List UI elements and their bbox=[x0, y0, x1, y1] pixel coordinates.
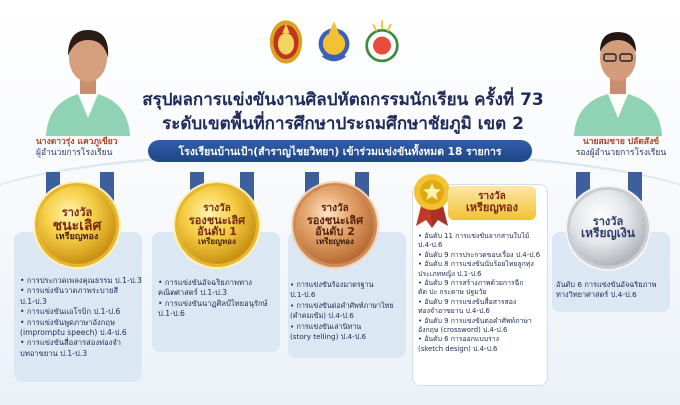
award-sub: เหรียญทอง bbox=[198, 236, 236, 246]
award-list-champion bbox=[20, 276, 142, 359]
award-list-runnerup1 bbox=[158, 278, 268, 320]
page-title: สรุปผลการแข่งขันงานศิลปหัตถกรรมนักเรียน ครั้งที่ 73 bbox=[142, 90, 544, 110]
list-item: (impromptu speech) ป.4-ป.6 bbox=[20, 328, 127, 338]
list-item: • การประกวดเพลงคุณธรรม ป.1-ป.3 bbox=[20, 276, 142, 285]
bronze-medal-runnerup2 bbox=[296, 186, 374, 264]
school-banner: โรงเรียนบ้านเป้า(สำราญไชยวิทยา) เข้าร่วมแข่งขันทั้งหมด 18 รายการ bbox=[148, 140, 532, 162]
logo-row bbox=[268, 14, 400, 70]
deputy-name: นายสมชาย ปลัดสังข์ bbox=[582, 137, 660, 147]
list-item: ป.4-ป.6 bbox=[418, 241, 443, 250]
gold-medal-champion bbox=[38, 186, 116, 264]
award-title: รางวัล bbox=[61, 206, 93, 220]
award-list-silver bbox=[556, 280, 657, 301]
award-title: รางวัล bbox=[321, 203, 349, 214]
list-item: ตัด ปะ กระดาษ ปฐมวัย bbox=[418, 288, 487, 297]
award-main: รองชนะเลิศ bbox=[188, 213, 246, 227]
list-item: ป.1-ป.6 bbox=[158, 309, 185, 319]
director-nameplate bbox=[36, 137, 118, 159]
list-item: ทางวิทยาศาสตร์ ป.4-ป.6 bbox=[556, 290, 637, 300]
list-item: • การแข่งขันร้องมาตรฐาน bbox=[290, 280, 374, 289]
award-main: ชนะเลิศ bbox=[52, 217, 102, 234]
list-item: คณิตศาสตร์ ป.1-ป.3 bbox=[158, 288, 228, 298]
award-title: รางวัล bbox=[203, 203, 231, 214]
list-item: • อันดับ 9 การสร้างภาพด้วยการฉีก bbox=[418, 279, 524, 288]
list-item: อังกฤษ (crossword) ป.4-ป.6 bbox=[418, 326, 508, 335]
list-item: • การแข่งขันวาดภาพระบายสี bbox=[20, 286, 119, 296]
award-main: เหรียญทอง bbox=[466, 201, 518, 215]
list-item: • อันดับ 9 การแข่งขันต่อคำศัพท์ภาษา bbox=[418, 316, 532, 325]
gold-award-banner bbox=[448, 186, 536, 220]
list-item: • อันดับ 9 การประกวดขอบเรื่อง ป.4-ป.6 bbox=[418, 250, 541, 259]
list-item: • การแข่งขันพูดภาษาอังกฤษ bbox=[20, 317, 115, 327]
gold-medal-runnerup1 bbox=[178, 186, 256, 264]
list-item: • การแข่งขันนาฏศิลป์ไทยอนุรักษ์ bbox=[158, 298, 268, 308]
list-item: • การแข่งขันแอโรบิก ป.1-ป.6 bbox=[20, 307, 121, 317]
district-emblem-icon bbox=[316, 14, 352, 70]
silver-medal bbox=[570, 190, 646, 266]
list-item: • อันดับ 9 การแข่งขันสื่อสารสอง bbox=[418, 297, 517, 306]
award-rank: อันดับ 2 bbox=[315, 225, 355, 239]
deputy-photo bbox=[568, 6, 668, 140]
award-rank: อันดับ 1 bbox=[197, 225, 237, 239]
list-item: • การแข่งขันสื่อสารสองท่องจำ bbox=[20, 338, 122, 348]
list-item: • อันดับ 6 การออกแบบร่าง bbox=[418, 335, 500, 344]
award-main: รองชนะเลิศ bbox=[306, 213, 364, 227]
list-item: ประเภทหญิง ป.1-ป.6 bbox=[418, 269, 482, 278]
list-item: (sketch design) ป.4-ป.6 bbox=[418, 344, 498, 353]
list-item: ท่องจำอาขยาน ป.4-ป.6 bbox=[418, 307, 490, 316]
page-subtitle: ระดับเขตพื้นที่การศึกษาประถมศึกษาชัยภูมิ เขต 2 bbox=[162, 114, 524, 134]
list-item: ป.1-ป.6 bbox=[290, 290, 316, 300]
award-main: เหรียญเงิน bbox=[581, 226, 635, 241]
list-item: • การแข่งขันต่อคำศัพท์ภาษาไทย bbox=[290, 300, 394, 310]
director-name: นางดาวรุ่ง แควภูเขียว bbox=[36, 137, 118, 147]
list-item: • อันดับ 8 การแข่งขันนับร้อยไทยลูกทุ่ง bbox=[418, 260, 534, 269]
award-list-gold bbox=[418, 232, 540, 354]
school-seal-icon bbox=[364, 14, 400, 70]
award-sub: เหรียญทอง bbox=[316, 236, 354, 246]
award-sub: เหรียญทอง bbox=[55, 232, 99, 243]
list-item: อันดับ 6 การแข่งขันอัจฉริยภาพ bbox=[556, 280, 657, 289]
award-title: รางวัล bbox=[592, 214, 624, 228]
list-item: (คำคมเข้ม) ป.4-ป.6 bbox=[290, 311, 354, 321]
list-item: • การแข่งขันเล่านิทาน bbox=[290, 321, 362, 331]
deputy-nameplate bbox=[566, 137, 676, 159]
list-item: • อันดับ 11 การแข่งขันจากสานใบไม้ bbox=[418, 232, 530, 240]
director-role: ผู้อำนวยการโรงเรียน bbox=[36, 148, 113, 158]
deputy-role: รองผู้อำนวยการโรงเรียน bbox=[575, 148, 667, 158]
list-item: • การแข่งขันอัจฉริยภาพทาง bbox=[158, 278, 252, 287]
gold-rosette-icon bbox=[412, 172, 452, 232]
list-item: (story telling) ป.4-ป.6 bbox=[290, 332, 367, 342]
award-title: รางวัล bbox=[478, 190, 506, 202]
award-list-runnerup2 bbox=[290, 280, 394, 342]
list-item: บทอาขยาน ป.1-ป.3 bbox=[20, 348, 88, 358]
list-item: ป.1-ป.3 bbox=[20, 296, 47, 306]
school-emblem-icon bbox=[268, 14, 304, 70]
